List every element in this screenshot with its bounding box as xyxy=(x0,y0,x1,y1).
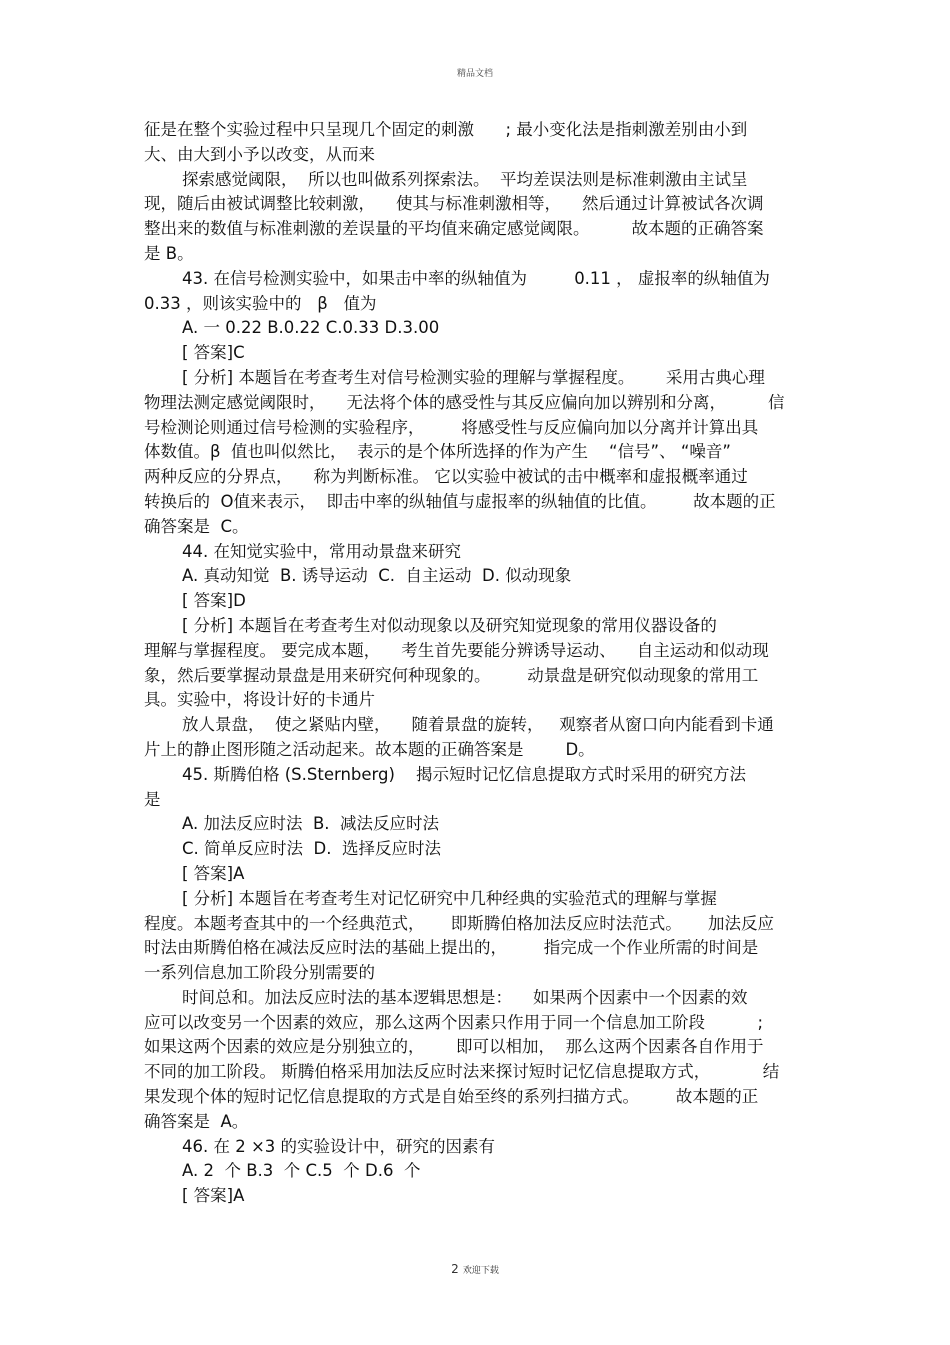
text-line: 如果这两个因素的效应是分别独立的， 即可以相加， 那么这两个因素各自作用于 xyxy=(144,1037,764,1057)
text-line: 不同的加工阶段。 斯腾伯格采用加法反应时法来探讨短时记忆信息提取方式， 结 xyxy=(144,1062,780,1082)
text-line: 43. 在信号检测实验中，如果击中率的纵轴值为 0.11 ， 虚报率的纵轴值为 xyxy=(182,268,770,288)
page-footer xyxy=(0,1262,950,1276)
text-line: 转换后的 O值来表示， 即击中率的纵轴值与虚报率的纵轴值的比值。 故本题的正 xyxy=(144,491,776,511)
text-line: 时法由斯腾伯格在减法反应时法的基础上提出的， 指完成一个作业所需的时间是 xyxy=(144,938,759,958)
text-line: 片上的静止图形随之活动起来。故本题的正确答案是 D。 xyxy=(144,739,595,759)
text-line: 大、由大到小予以改变，从而来 xyxy=(144,144,375,164)
text-line: 征是在整个实验过程中只呈现几个固定的刺激 ; 最小变化法是指刺激差别由小到 xyxy=(144,120,748,139)
footer-text: 欢迎下载 xyxy=(462,1266,499,1276)
text-line: 具。实验中，将设计好的卡通片 xyxy=(144,690,375,710)
text-line: 是 B。 xyxy=(144,243,194,263)
text-line: 一系列信息加工阶段分别需要的 xyxy=(144,963,375,983)
text-line: 44. 在知觉实验中，常用动景盘来研究 xyxy=(182,541,461,561)
text-line: 时间总和。加法反应时法的基本逻辑思想是： 如果两个因素中一个因素的效 xyxy=(182,987,748,1007)
text-line: 整出来的数值与标准刺激的差误量的平均值来确定感觉阈限。 故本题的正确答案 xyxy=(144,219,764,239)
text-line: 果发现个体的短时记忆信息提取的方式是自始至终的系列扫描方式。 故本题的正 xyxy=(144,1087,759,1107)
text-line: 理解与掌握程度。 要完成本题， 考生首先要能分辨诱导运动、 自主运动和似动现 xyxy=(144,640,769,660)
text-line: 确答案是 A。 xyxy=(144,1111,249,1131)
text-line: [ 答案]A xyxy=(182,863,245,883)
text-line: 体数值。β 值也叫似然比， 表示的是个体所选择的作为产生 “信号”、 “噪音” xyxy=(144,442,731,462)
page-number: 2 xyxy=(451,1262,459,1276)
text-line: 46. 在 2 ×3 的实验设计中，研究的因素有 xyxy=(182,1136,496,1156)
text-line: 现，随后由被试调整比较刺激， 使其与标准刺激相等， 然后通过计算被试各次调 xyxy=(144,194,764,214)
page-header: 精品文档 xyxy=(456,69,493,79)
text-line: A. 一 0.22 B.0.22 C.0.33 D.3.00 xyxy=(182,318,440,338)
text-line: C. 简单反应时法 D. 选择反应时法 xyxy=(182,839,441,859)
text-line: 确答案是 C。 xyxy=(144,516,249,536)
text-line: [ 分析] 本题旨在考查考生对信号检测实验的理解与掌握程度。 采用古典心理 xyxy=(182,367,765,387)
document-body xyxy=(144,118,808,1209)
text-line: 象，然后要掌握动景盘是用来研究何种现象的。 动景盘是研究似动现象的常用工 xyxy=(144,665,759,685)
text-line: 程度。本题考查其中的一个经典范式， 即斯腾伯格加法反应时法范式。 加法反应 xyxy=(144,913,774,933)
text-line: [ 答案]D xyxy=(182,591,246,611)
text-line: 0.33 ，则该实验中的 β 值为 xyxy=(144,293,377,313)
text-line: A. 2 个 B.3 个 C.5 个 D.6 个 xyxy=(182,1161,421,1181)
text-line: A. 加法反应时法 B. 减法反应时法 xyxy=(182,814,440,834)
text-line: [ 分析] 本题旨在考查考生对似动现象以及研究知觉现象的常用仪器设备的 xyxy=(182,615,717,635)
text-line: 号检测论则通过信号检测的实验程序， 将感受性与反应偏向加以分离并计算出具 xyxy=(144,417,759,437)
text-line: 应可以改变另一个因素的效应，那么这两个因素只作用于同一个信息加工阶段 ; xyxy=(144,1012,764,1032)
text-line: 探索感觉阈限， 所以也叫做系列探索法。 平均差误法则是标准刺激由主试呈 xyxy=(182,169,748,189)
text-line: [ 答案]C xyxy=(182,343,245,363)
text-line: 两种反应的分界点， 称为判断标准。 它以实验中被试的击中概率和虚报概率通过 xyxy=(144,467,748,487)
text-line: [ 答案]A xyxy=(182,1186,245,1206)
text-line: A. 真动知觉 B. 诱导运动 C. 自主运动 D. 似动现象 xyxy=(182,566,572,586)
text-line: 是 xyxy=(144,789,161,809)
text-line: 45. 斯腾伯格 (S.Sternberg) 揭示短时记忆信息提取方式时采用的研究方法 xyxy=(182,764,746,784)
text-line: 物理法测定感觉阈限时， 无法将个体的感受性与其反应偏向加以辨别和分离， 信 xyxy=(144,392,785,412)
text-line: [ 分析] 本题旨在考查考生对记忆研究中几种经典的实验范式的理解与掌握 xyxy=(182,888,717,908)
text-line: 放人景盘， 使之紧贴内壁， 随着景盘的旋转， 观察者从窗口向内能看到卡通 xyxy=(182,715,774,735)
